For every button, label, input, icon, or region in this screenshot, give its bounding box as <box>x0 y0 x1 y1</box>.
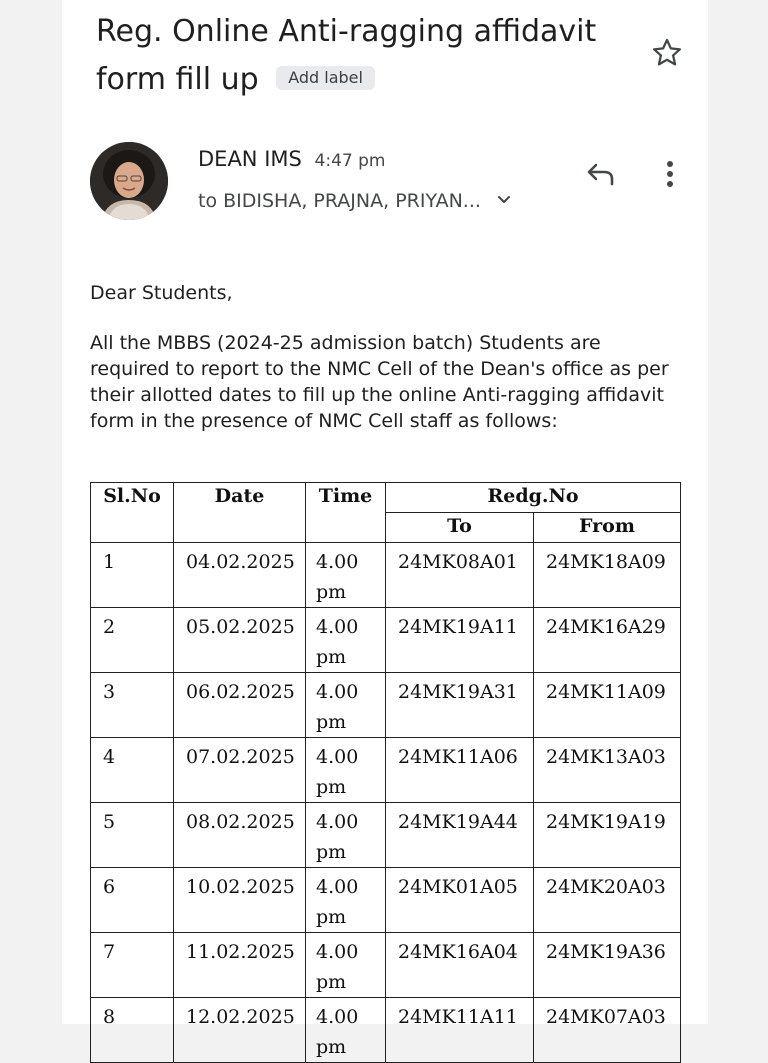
chevron-down-icon <box>497 195 511 205</box>
schedule-table <box>90 482 681 1063</box>
cell-time: 4.00 pm <box>306 998 386 1063</box>
table-row <box>91 803 681 868</box>
cell-to: 24MK16A04 <box>386 933 534 998</box>
header-date: Date <box>174 483 306 543</box>
cell-time: 4.00 pm <box>306 803 386 868</box>
cell-sl-no: 5 <box>91 803 174 868</box>
cell-sl-no: 3 <box>91 673 174 738</box>
cell-to: 24MK19A44 <box>386 803 534 868</box>
cell-time: 4.00 pm <box>306 543 386 608</box>
cell-to: 24MK11A06 <box>386 738 534 803</box>
cell-date: 12.02.2025 <box>174 998 306 1063</box>
cell-time: 4.00 pm <box>306 738 386 803</box>
header-regd-no: Redg.No <box>386 483 681 513</box>
recipients-text: to BIDISHA, PRAJNA, PRIYAN... <box>198 190 481 212</box>
avatar[interactable] <box>90 142 168 220</box>
table-row <box>91 868 681 933</box>
cell-date: 06.02.2025 <box>174 673 306 738</box>
cell-from: 24MK18A09 <box>534 543 681 608</box>
sender-name[interactable]: DEAN IMS <box>198 147 302 171</box>
header-sl-no: Sl.No <box>91 483 174 543</box>
star-icon[interactable] <box>650 36 684 70</box>
email-body: All the MBBS (2024-25 admission batch) Students are required to report to the NMC Cell of the Dean's office as per their allotted dates to fill up the online Anti-ragging affidavit form in the presence of NMC Cell staff as follows: <box>90 332 669 432</box>
cell-to: 24MK11A11 <box>386 998 534 1063</box>
cell-date: 04.02.2025 <box>174 543 306 608</box>
cell-from: 24MK19A36 <box>534 933 681 998</box>
cell-sl-no: 8 <box>91 998 174 1063</box>
cell-sl-no: 4 <box>91 738 174 803</box>
recipients-toggle[interactable] <box>198 186 511 216</box>
sender-line <box>198 144 385 176</box>
reply-icon[interactable] <box>582 160 618 190</box>
header-to: To <box>386 513 534 543</box>
cell-sl-no: 7 <box>91 933 174 998</box>
cell-date: 11.02.2025 <box>174 933 306 998</box>
cell-time: 4.00 pm <box>306 673 386 738</box>
cell-from: 24MK13A03 <box>534 738 681 803</box>
cell-to: 24MK19A11 <box>386 608 534 673</box>
cell-date: 08.02.2025 <box>174 803 306 868</box>
cell-time: 4.00 pm <box>306 933 386 998</box>
subject-text: Reg. Online Anti-ragging affidavit form fill up <box>96 14 597 97</box>
cell-from: 24MK16A29 <box>534 608 681 673</box>
avatar-image <box>90 142 168 220</box>
cell-from: 24MK07A03 <box>534 998 681 1063</box>
cell-from: 24MK11A09 <box>534 673 681 738</box>
more-vert-icon[interactable] <box>658 156 682 192</box>
table-row <box>91 608 681 673</box>
cell-sl-no: 2 <box>91 608 174 673</box>
cell-sl-no: 1 <box>91 543 174 608</box>
cell-time: 4.00 pm <box>306 608 386 673</box>
table-row <box>91 998 681 1063</box>
cell-to: 24MK01A05 <box>386 868 534 933</box>
sent-time: 4:47 pm <box>314 151 386 171</box>
cell-to: 24MK08A01 <box>386 543 534 608</box>
table-row <box>91 673 681 738</box>
cell-date: 05.02.2025 <box>174 608 306 673</box>
email-view <box>62 0 708 1058</box>
header-time: Time <box>306 483 386 543</box>
table-row <box>91 543 681 608</box>
table-row <box>91 738 681 803</box>
cell-date: 10.02.2025 <box>174 868 306 933</box>
email-subject <box>96 8 636 104</box>
add-label-button[interactable]: Add label <box>276 66 375 90</box>
cell-date: 07.02.2025 <box>174 738 306 803</box>
cell-time: 4.00 pm <box>306 868 386 933</box>
email-greeting: Dear Students, <box>90 282 233 304</box>
header-from: From <box>534 513 681 543</box>
cell-from: 24MK20A03 <box>534 868 681 933</box>
cell-to: 24MK19A31 <box>386 673 534 738</box>
cell-sl-no: 6 <box>91 868 174 933</box>
table-row <box>91 933 681 998</box>
cell-from: 24MK19A19 <box>534 803 681 868</box>
